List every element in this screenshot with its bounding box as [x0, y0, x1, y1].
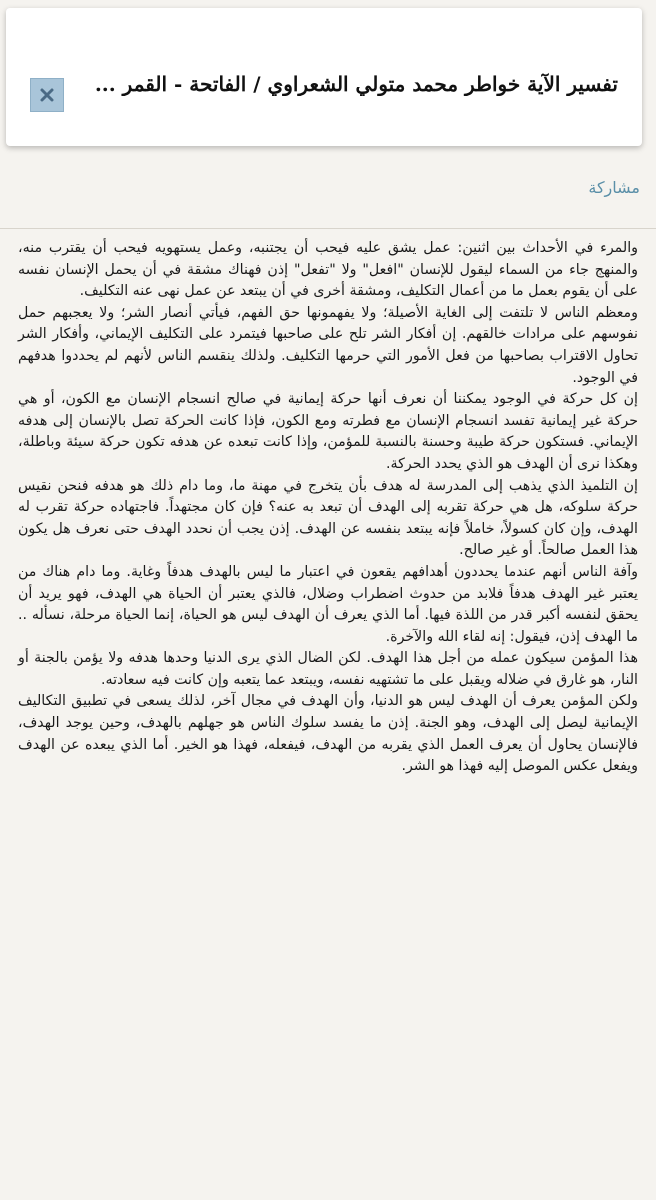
- article-body: [18, 238, 638, 778]
- paragraph: ومعظم الناس لا تلتفت إلى الغاية الأصيلة؛ ولا يفهمونها حق الفهم، فيأتي أنصار الشر؛ ولا يعجبهم حمل نفوسهم على مرادات خالقهم. إن أفكار الشر تلح على صاحبها فيتمرد على التكليف الإيماني، وأفكار الشر تحاول الاقتراب بصاحبها من فعل الأمور التي حرمها التكليف. ولذلك ينقسم الناس لأنهم لم يحددوا هدفهم في الوجود.: [18, 304, 638, 386]
- close-button[interactable]: [30, 78, 64, 112]
- close-icon: [39, 87, 55, 103]
- paragraph: ولكن المؤمن يعرف أن الهدف ليس هو الدنيا، وأن الهدف في مجال آخر، لذلك يسعى في تطبيق التكاليف الإيمانية ليصل إلى الهدف، وهو الجنة. إذن ما يفسد سلوك الناس هو جهلهم بالهدف، وحين يوجد الهدف، فالإنسان يحاول أن يعرف العمل الذي يقربه من الهدف، فيفعله، فهذا هو الخير. أما الذي يبعده عن الهدف ويفعل عكس الموصل إليه فهذا هو الشر.: [18, 693, 638, 775]
- divider: [0, 228, 656, 229]
- header-card: [6, 8, 642, 146]
- page-title: تفسير الآية خواطر محمد متولي الشعراوي / الفاتحة - القمر ...: [94, 72, 618, 96]
- paragraph: وآفة الناس أنهم عندما يحددون أهدافهم يقعون في اعتبار ما ليس بالهدف هدفاً وغاية. وما دام هناك من يعتبر غير الهدف هدفاً فلابد من حدوث اضطراب وضلال، فالذي يعتبر أن الحياة هي الهدف، فهو يريد أن يحقق لنفسه أكبر قدر من اللذة فيها. أما الذي يعرف أن الهدف ليس هو الحياة، إنما الحياة مرحلة، نسأله .. ما الهدف إذن، فيقول: إنه لقاء الله والآخرة.: [18, 563, 638, 645]
- paragraph: إن كل حركة في الوجود يمكننا أن نعرف أنها حركة إيمانية في صالح انسجام الإنسان مع الكون، أو هي حركة غير إيمانية تفسد انسجام الإنسان مع فطرته ومع الكون، فإذا كانت الحركة تصل بالإنسان إلى هدفه الإيماني. فستكون حركة طيبة وحسنة بالنسبة للمؤمن، وإذا كانت تبعده عن هدفه تكون حركة سيئة وباطلة، وهكذا نرى أن الهدف هو الذي يحدد الحركة.: [18, 391, 638, 472]
- paragraph: والمرء في الأحداث بين اثنين: عمل يشق عليه فيحب أن يجتنبه، وعمل يستهويه فيحب أن يقترب منه، والمنهج جاء من السماء ليقول للإنسان "افعل" ولا "تفعل" إذن فهناك مشقة في أن يحمل الإنسان نفسه على أن يقوم بعمل ما من أعمال التكليف، ومشقة أخرى في أن يبتعد عن عمل نهى عنه التكليف.: [18, 240, 638, 300]
- paragraph: هذا المؤمن سيكون عمله من أجل هذا الهدف. لكن الضال الذي يرى الدنيا وحدها هدفه ولا يؤمن بالجنة أو النار، هو غارق في ضلاله ويقبل على ما تشتهيه نفسه، ويبتعد عما يتعبه وإن كانت فيه سعادته.: [18, 650, 638, 688]
- share-link[interactable]: مشاركة: [588, 178, 640, 197]
- paragraph: إن التلميذ الذي يذهب إلى المدرسة له هدف بأن يتخرج في مهنة ما، وما دام ذلك هو هدفه فنحن نقيس حركة سلوكه، هل هي حركة تقربه إلى الهدف أن تبعد به عنه؟ فإن كان مجتهداً. فاجتهاده حركة تقرب له الهدف، وإن كان كسولاً، خاملاً فإنه يبتعد بنفسه عن الهدف. إذن يجب أن نحدد الهدف حتى نعرف هل يكون هذا العمل صالحاً. أو غير صالح.: [18, 477, 638, 559]
